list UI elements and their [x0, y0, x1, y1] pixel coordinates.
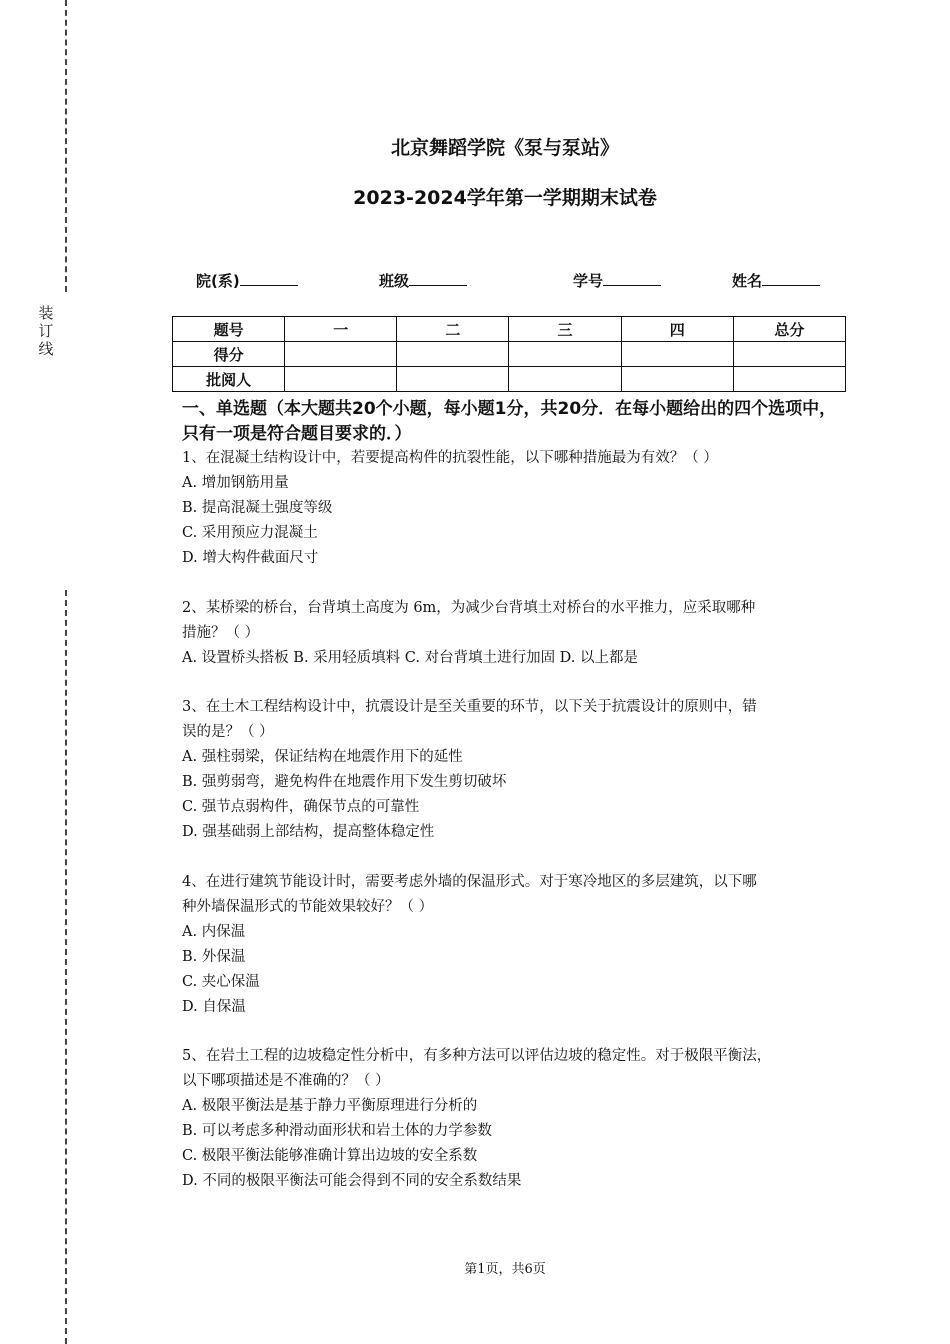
question-3-option-c: C. 强节点弱构件，确保节点的可靠性 — [182, 799, 420, 815]
binding-line-bottom — [65, 590, 67, 1344]
question-3-option-a: A. 强柱弱梁，保证结构在地震作用下的延性 — [182, 749, 463, 765]
score-header-cell: 二 — [397, 317, 509, 342]
section-heading: 一、单选题（本大题共20个小题，每小题1分，共20分．在每小题给出的四个选项中，只有一项是符合题目要求的．） — [182, 399, 837, 444]
question-5-option-c: C. 极限平衡法能够准确计算出边坡的安全系数 — [182, 1148, 478, 1164]
binding-label — [37, 304, 55, 358]
page-number: 第1页，共6页 — [464, 1262, 546, 1277]
score-cell[interactable] — [621, 342, 733, 367]
class-field — [379, 270, 467, 291]
question-5-option-d: D. 不同的极限平衡法可能会得到不同的安全系数结果 — [182, 1173, 522, 1189]
binding-char: 线 — [38, 340, 54, 358]
question-3-stem-line1: 3、在土木工程结构设计中，抗震设计是至关重要的环节，以下关于抗震设计的原则中，错 — [182, 699, 757, 715]
question-1-stem: 1、在混凝土结构设计中，若要提高构件的抗裂性能，以下哪种措施最为有效？（ ） — [182, 450, 718, 466]
score-header-cell: 一 — [285, 317, 397, 342]
score-table — [172, 316, 846, 392]
grader-row-label: 批阅人 — [173, 367, 285, 392]
question-4-option-d: D. 自保温 — [182, 999, 246, 1015]
exam-school-title: 北京舞蹈学院《泵与泵站》 — [390, 137, 619, 159]
dept-field — [196, 270, 298, 291]
class-label: 班级 — [379, 272, 410, 290]
student-no-field — [573, 270, 661, 291]
class-blank[interactable] — [409, 271, 467, 286]
question-2-stem-line1: 2、某桥梁的桥台，台背填土高度为 6m，为减少台背填土对桥台的水平推力，应采取哪种 — [182, 600, 756, 616]
question-1-option-c: C. 采用预应力混凝土 — [182, 525, 318, 541]
score-table-header-row — [173, 317, 846, 342]
question-3-option-d: D. 强基础弱上部结构，提高整体稳定性 — [182, 824, 435, 840]
grader-cell[interactable] — [733, 367, 845, 392]
question-3-stem-line2: 误的是？（ ） — [182, 724, 274, 740]
dept-label: 院(系) — [196, 272, 240, 290]
name-blank[interactable] — [762, 271, 820, 286]
grader-cell[interactable] — [285, 367, 397, 392]
question-4-option-a: A. 内保温 — [182, 924, 246, 940]
score-row — [173, 342, 846, 367]
question-5-option-a: A. 极限平衡法是基于静力平衡原理进行分析的 — [182, 1098, 478, 1114]
question-5-stem-line2: 以下哪项描述是不准确的？（ ） — [182, 1073, 390, 1089]
question-1-option-a: A. 增加钢筋用量 — [182, 475, 289, 491]
name-field — [732, 270, 820, 291]
grader-row — [173, 367, 846, 392]
score-cell[interactable] — [733, 342, 845, 367]
question-5-option-b: B. 可以考虑多种滑动面形状和岩土体的力学参数 — [182, 1123, 492, 1139]
question-4-option-b: B. 外保温 — [182, 949, 246, 965]
score-cell[interactable] — [509, 342, 621, 367]
question-3-option-b: B. 强剪弱弯，避免构件在地震作用下发生剪切破坏 — [182, 774, 507, 790]
question-4-stem-line1: 4、在进行建筑节能设计时，需要考虑外墙的保温形式。对于寒冷地区的多层建筑，以下哪 — [182, 874, 757, 890]
exam-term-title: 2023-2024学年第一学期期末试卷 — [353, 187, 657, 209]
score-cell[interactable] — [285, 342, 397, 367]
score-cell[interactable] — [397, 342, 509, 367]
score-header-cell: 题号 — [173, 317, 285, 342]
name-label: 姓名 — [732, 272, 763, 290]
question-2-options: A. 设置桥头搭板 B. 采用轻质填料 C. 对台背填土进行加固 D. 以上都是 — [182, 650, 639, 666]
question-4-option-c: C. 夹心保温 — [182, 974, 260, 990]
grader-cell[interactable] — [621, 367, 733, 392]
score-row-label: 得分 — [173, 342, 285, 367]
question-2-stem-line2: 措施？（ ） — [182, 625, 260, 641]
question-4-stem-line2: 种外墙保温形式的节能效果较好？（ ） — [182, 899, 434, 915]
question-5-stem-line1: 5、在岩土工程的边坡稳定性分析中，有多种方法可以评估边坡的稳定性。对于极限平衡法， — [182, 1048, 772, 1064]
binding-char: 订 — [38, 322, 54, 340]
score-header-cell: 三 — [509, 317, 621, 342]
question-1-option-d: D. 增大构件截面尺寸 — [182, 550, 319, 566]
grader-cell[interactable] — [509, 367, 621, 392]
grader-cell[interactable] — [397, 367, 509, 392]
score-header-cell: 四 — [621, 317, 733, 342]
question-1-option-b: B. 提高混凝土强度等级 — [182, 500, 333, 516]
student-no-blank[interactable] — [603, 271, 661, 286]
binding-char: 装 — [38, 304, 54, 322]
score-header-cell: 总分 — [733, 317, 845, 342]
student-no-label: 学号 — [573, 272, 604, 290]
dept-blank[interactable] — [240, 271, 298, 286]
